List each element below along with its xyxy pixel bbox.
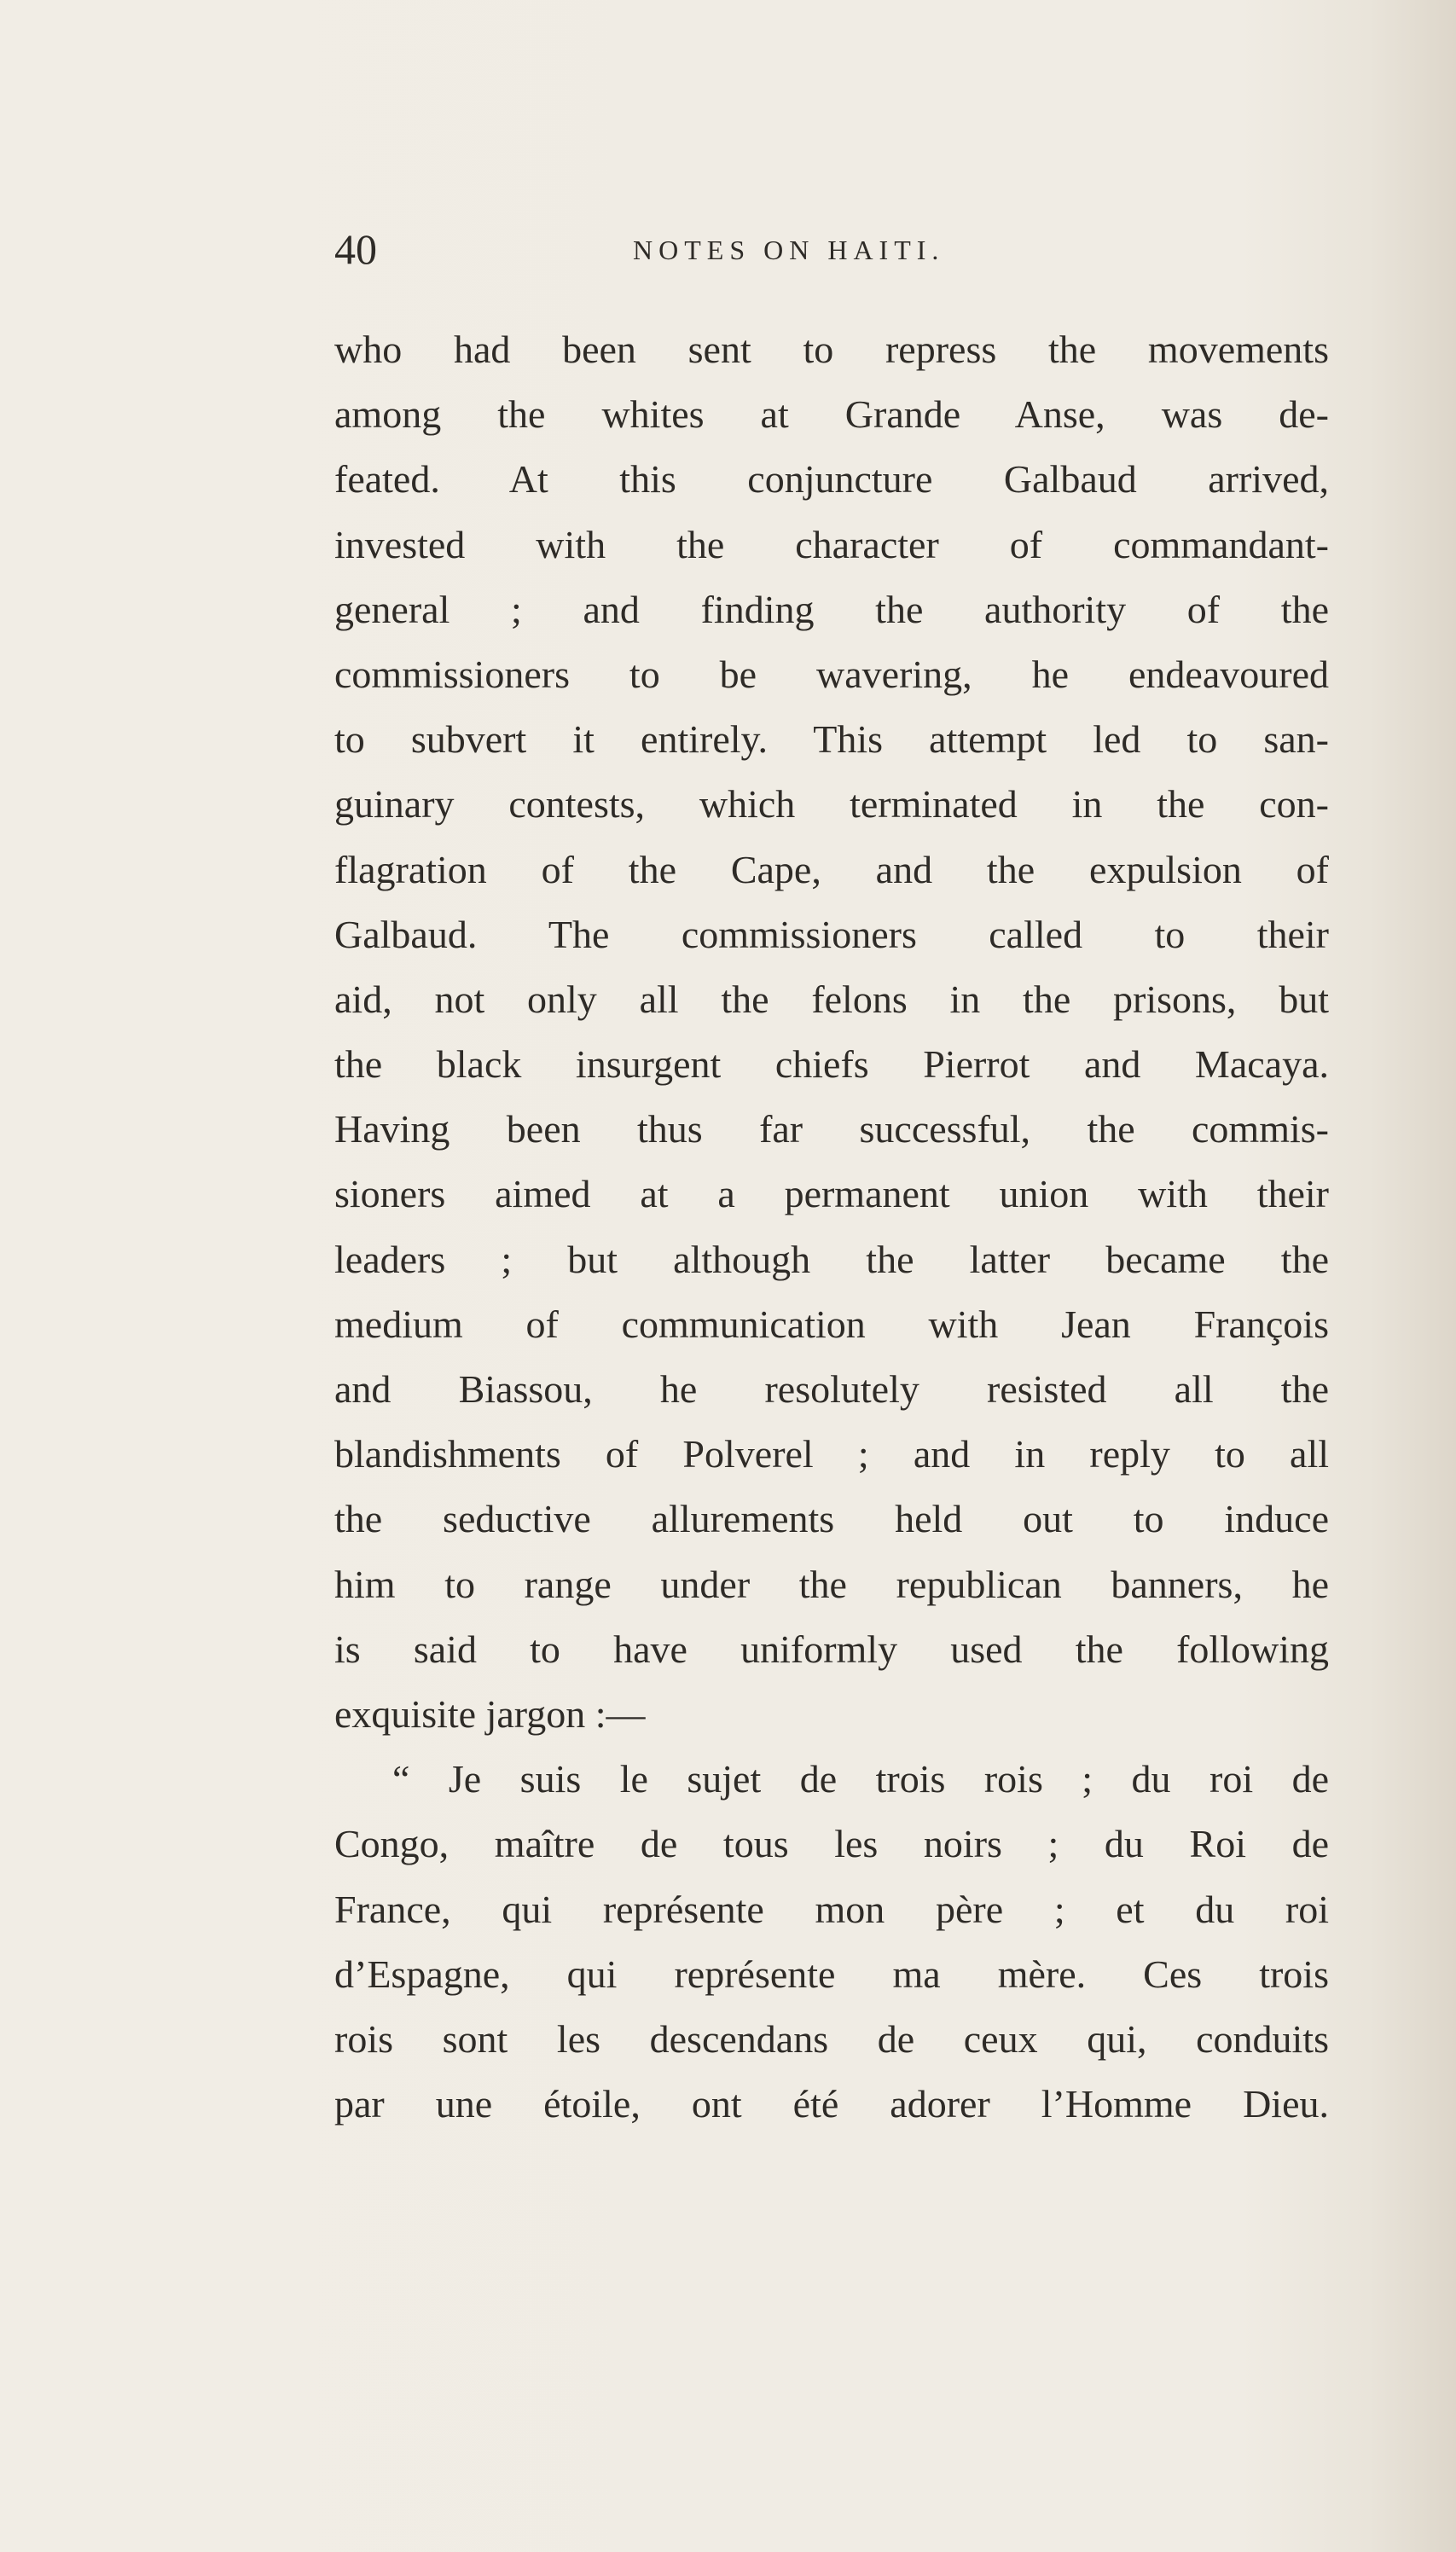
text-line: who had been sent to repress the movements [334, 328, 1329, 371]
quote-line: France, qui représente mon père ; et du roi [334, 1887, 1329, 1931]
text-line: leaders ; but although the latter became the [334, 1237, 1329, 1281]
text-line: flagration of the Cape, and the expulsion of [334, 847, 1329, 891]
text-line: the black insurgent chiefs Pierrot and Macaya. [334, 1042, 1329, 1087]
quote-line: rois sont les descendans de ceux qui, conduits [334, 2016, 1329, 2061]
text-line: him to range under the republican banners, he [334, 1562, 1329, 1606]
text-line: aid, not only all the felons in the prisons, but [334, 977, 1329, 1021]
text-line: feated. At this conjuncture Galbaud arrived, [334, 457, 1329, 502]
running-title: NOTES ON HAITI. [633, 235, 945, 265]
text-line: Having been thus far successful, the commis- [334, 1107, 1329, 1151]
text-line: sioners aimed at a permanent union with their [334, 1172, 1329, 1216]
text-line: exquisite jargon :— [334, 1691, 646, 1736]
quote-line: Congo, maître de tous les noirs ; du Roi de [334, 1822, 1329, 1866]
body-text [334, 317, 1329, 2137]
text-line: medium of communication with Jean François [334, 1302, 1329, 1346]
text-line: and Biassou, he resolutely resisted all the [334, 1367, 1329, 1411]
text-line: blandishments of Polverel ; and in reply to all [334, 1432, 1329, 1476]
text-line: Galbaud. The commissioners called to their [334, 912, 1329, 956]
text-line: invested with the character of commandant- [334, 522, 1329, 566]
quote-line: d’Espagne, qui représente ma mère. Ces trois [334, 1952, 1329, 1996]
text-line: general ; and finding the authority of the [334, 587, 1329, 631]
quote-line: “ Je suis le sujet de trois rois ; du roi de [392, 1757, 1329, 1801]
text-line: among the whites at Grande Anse, was de- [334, 392, 1329, 437]
text-line: the seductive allurements held out to induce [334, 1497, 1329, 1541]
quote-line: par une étoile, ont été adorer l’Homme Dieu. [334, 2082, 1329, 2126]
text-line: is said to have uniformly used the following [334, 1627, 1329, 1671]
text-line: commissioners to be wavering, he endeavoured [334, 652, 1329, 696]
page-number: 40 [334, 225, 377, 273]
running-head [334, 223, 1329, 275]
text-line: guinary contests, which terminated in the con- [334, 782, 1329, 826]
text-line: to subvert it entirely. This attempt led to san- [334, 717, 1329, 762]
